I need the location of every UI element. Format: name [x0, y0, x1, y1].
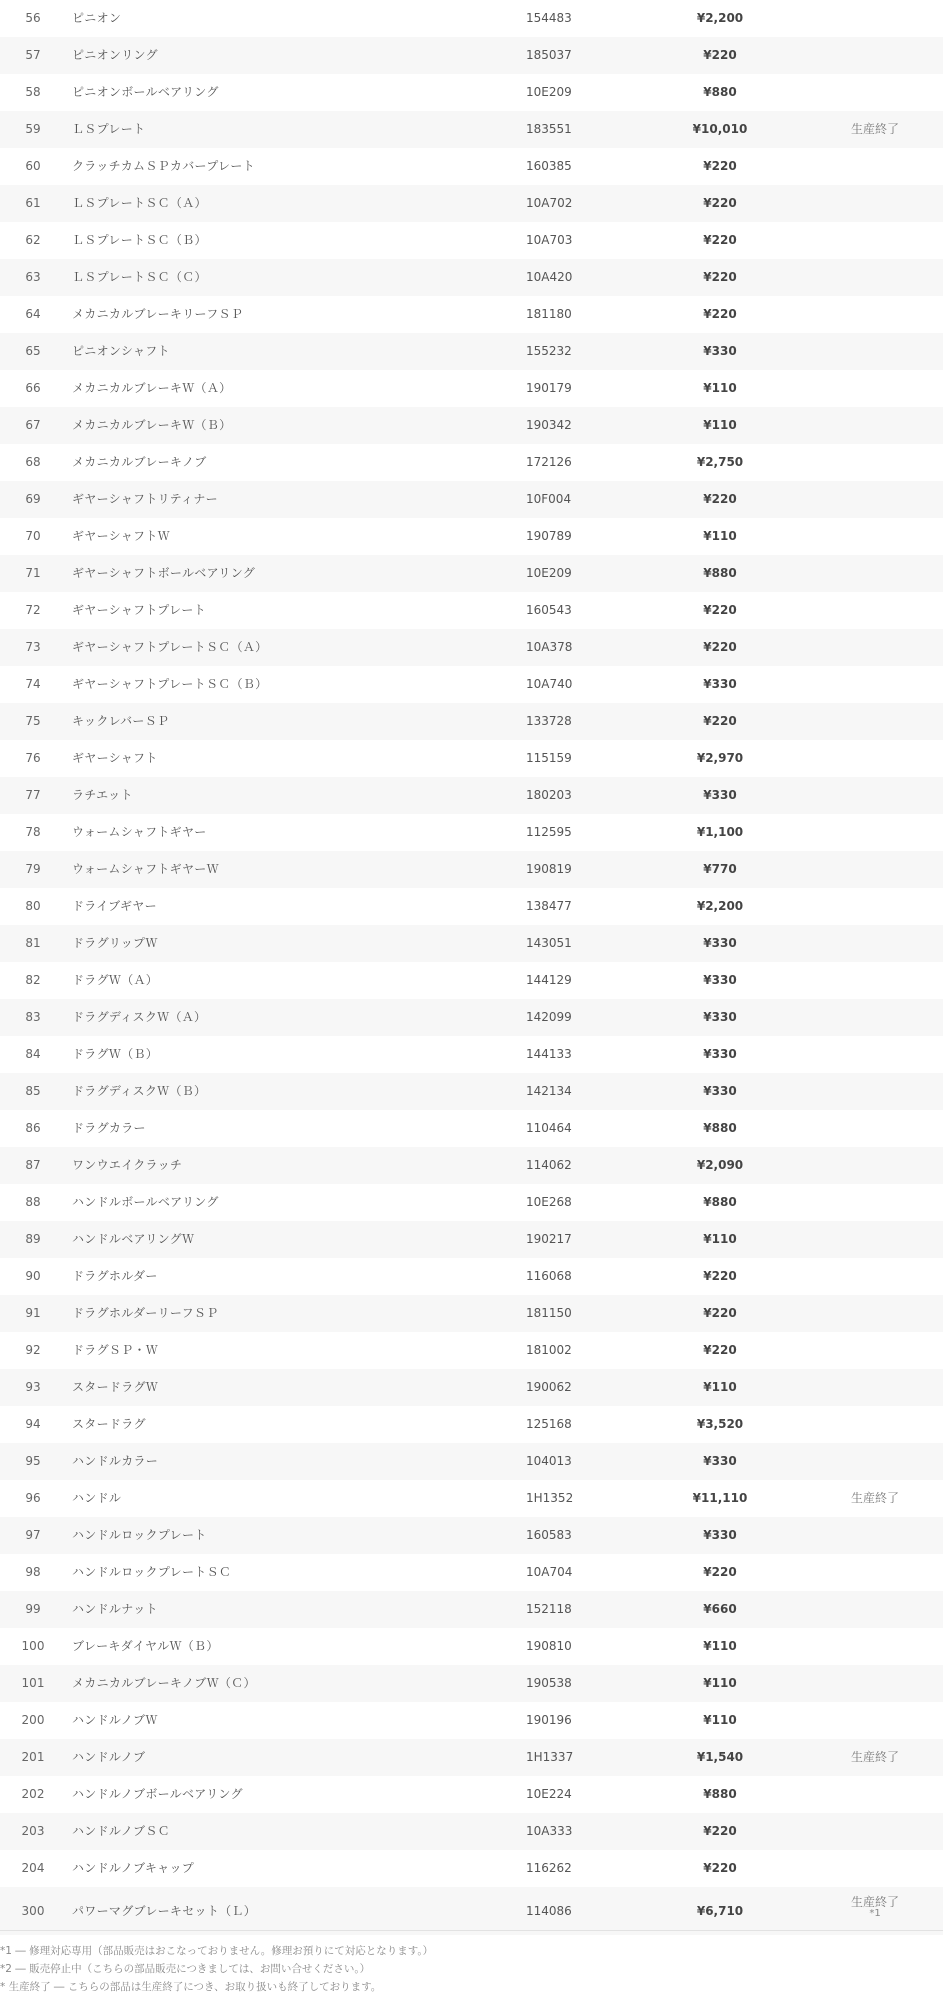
status-badge: 生産終了	[850, 1491, 899, 1505]
part-price: ¥330	[703, 788, 737, 802]
table-row	[0, 1073, 943, 1110]
part-number: 83	[25, 1010, 41, 1024]
part-name: ワンウエイクラッチ	[72, 1158, 183, 1172]
part-name: ブレーキダイヤルＷ（Ｂ）	[72, 1639, 219, 1653]
part-name: ピニオン	[72, 11, 122, 25]
table-row	[0, 0, 943, 37]
part-name: ＬＳプレートＳＣ（Ａ）	[72, 196, 207, 210]
part-code: 10A333	[526, 1824, 573, 1838]
status-badge: 生産終了	[850, 122, 899, 136]
part-code: 190789	[526, 529, 572, 543]
part-price: ¥220	[703, 640, 737, 654]
table-row	[0, 148, 943, 185]
part-name: ドラグＷ（Ａ）	[72, 973, 159, 987]
part-code: 116068	[526, 1269, 572, 1283]
part-code: 142099	[526, 1010, 572, 1024]
part-code: 181180	[526, 307, 572, 321]
part-price: ¥220	[703, 1861, 737, 1875]
part-code: 160583	[526, 1528, 572, 1542]
part-code: 10F004	[526, 492, 572, 506]
part-code: 10E224	[526, 1787, 572, 1801]
part-name: ハンドルベアリングＷ	[72, 1232, 195, 1246]
part-name: ピニオンシャフト	[72, 344, 170, 358]
table-row	[0, 518, 943, 555]
table-row	[0, 1295, 943, 1332]
part-name: ドライブギヤー	[72, 899, 157, 913]
part-code: 104013	[526, 1454, 572, 1468]
part-name: ドラグＷ（Ｂ）	[72, 1047, 159, 1061]
part-code: 190538	[526, 1676, 572, 1690]
table-row	[0, 777, 943, 814]
part-number: 96	[25, 1491, 41, 1505]
part-price: ¥110	[703, 418, 737, 432]
part-name: ハンドルロックプレートＳＣ	[72, 1565, 232, 1579]
part-number: 56	[25, 11, 41, 25]
part-number: 203	[21, 1824, 45, 1838]
table-row	[0, 185, 943, 222]
part-price: ¥770	[703, 862, 737, 876]
part-number: 99	[25, 1602, 41, 1616]
part-price: ¥330	[703, 344, 737, 358]
part-name: ギヤーシャフトＷ	[72, 529, 170, 543]
part-price: ¥110	[703, 529, 737, 543]
part-number: 81	[25, 936, 41, 950]
part-price: ¥10,010	[692, 122, 748, 136]
part-code: 10A702	[526, 196, 573, 210]
part-price: ¥330	[703, 973, 737, 987]
part-code: 10E268	[526, 1195, 572, 1209]
part-code: 190179	[526, 381, 572, 395]
part-number: 63	[25, 270, 41, 284]
part-number: 95	[25, 1454, 41, 1468]
part-name: ハンドルノブキャップ	[72, 1861, 195, 1875]
table-row	[0, 37, 943, 74]
part-number: 60	[25, 159, 41, 173]
part-name: ＬＳプレート	[72, 122, 146, 136]
table-row	[0, 296, 943, 333]
part-price: ¥6,710	[696, 1904, 744, 1918]
part-name: ドラグリップＷ	[72, 936, 158, 950]
part-price: ¥330	[703, 1528, 737, 1542]
part-number: 70	[25, 529, 41, 543]
table-row	[0, 333, 943, 370]
table-row	[0, 1554, 943, 1591]
part-name: メカニカルブレーキＷ（Ｂ）	[72, 418, 232, 432]
part-number: 61	[25, 196, 41, 210]
part-code: 155232	[526, 344, 572, 358]
part-name: ドラグホルダーリーフＳＰ	[72, 1306, 219, 1320]
part-name: ハンドルナット	[72, 1602, 158, 1616]
part-number: 75	[25, 714, 41, 728]
part-price: ¥880	[703, 1195, 737, 1209]
part-price: ¥110	[703, 1676, 737, 1690]
part-price: ¥330	[703, 936, 737, 950]
part-name: ＬＳプレートＳＣ（Ｃ）	[72, 270, 207, 284]
part-name: ハンドルロックプレート	[72, 1528, 207, 1542]
table-row	[0, 481, 943, 518]
part-price: ¥220	[703, 1565, 737, 1579]
table-row	[0, 370, 943, 407]
part-price: ¥220	[703, 1306, 737, 1320]
footnote-sales-suspended: *2 ― 販売停止中（こちらの部品販売につきましては、お問い合せください。）	[0, 1963, 371, 1975]
table-row	[0, 1332, 943, 1369]
part-price: ¥880	[703, 1121, 737, 1135]
part-name: ピニオンボールベアリング	[72, 85, 219, 99]
part-number: 93	[25, 1380, 41, 1394]
part-number: 101	[21, 1676, 45, 1690]
part-code: 125168	[526, 1417, 572, 1431]
part-price: ¥330	[703, 677, 737, 691]
part-number: 62	[25, 233, 41, 247]
part-number: 72	[25, 603, 41, 617]
part-name: メカニカルブレーキＷ（Ａ）	[72, 381, 232, 395]
part-name: キックレバーＳＰ	[72, 714, 170, 728]
part-name: ギヤーシャフトプレート	[72, 603, 206, 617]
part-name: ドラグカラー	[72, 1121, 146, 1135]
part-number: 100	[21, 1639, 45, 1653]
part-number: 89	[25, 1232, 41, 1246]
part-name: ドラグホルダー	[72, 1269, 158, 1283]
table-row	[0, 703, 943, 740]
table-row	[0, 1258, 943, 1295]
table-row	[0, 259, 943, 296]
table-row	[0, 1443, 943, 1480]
part-price: ¥2,090	[696, 1158, 744, 1172]
part-code: 154483	[526, 11, 572, 25]
part-number: 73	[25, 640, 41, 654]
table-row	[0, 666, 943, 703]
part-number: 97	[25, 1528, 41, 1542]
part-price: ¥330	[703, 1010, 737, 1024]
table-row	[0, 1147, 943, 1184]
part-code: 114086	[526, 1904, 572, 1918]
part-name: ピニオンリング	[72, 48, 158, 62]
part-number: 88	[25, 1195, 41, 1209]
part-code: 190217	[526, 1232, 572, 1246]
table-row	[0, 1184, 943, 1221]
part-name: ハンドルノブＳＣ	[72, 1824, 170, 1838]
part-price: ¥110	[703, 1713, 737, 1727]
part-number: 200	[21, 1713, 45, 1727]
part-code: 190062	[526, 1380, 572, 1394]
part-number: 86	[25, 1121, 41, 1135]
part-price: ¥880	[703, 566, 737, 580]
table-row	[0, 592, 943, 629]
part-price: ¥220	[703, 1343, 737, 1357]
part-name: メカニカルブレーキリーフＳＰ	[72, 307, 244, 321]
part-price: ¥660	[703, 1602, 737, 1616]
part-name: ハンドル	[72, 1491, 122, 1505]
part-number: 82	[25, 973, 41, 987]
part-code: 10E209	[526, 566, 572, 580]
part-price: ¥2,200	[696, 899, 744, 913]
table-row	[0, 1887, 943, 1935]
table-row	[0, 1850, 943, 1887]
part-price: ¥220	[703, 196, 737, 210]
part-price: ¥2,750	[696, 455, 744, 469]
part-name: ギヤーシャフトリティナー	[72, 492, 218, 506]
table-row	[0, 999, 943, 1036]
part-code: 144133	[526, 1047, 572, 1061]
part-name: ドラグＳＰ・Ｗ	[72, 1343, 159, 1357]
part-number: 76	[25, 751, 41, 765]
part-number: 71	[25, 566, 41, 580]
part-name: ハンドルボールベアリング	[72, 1195, 219, 1209]
part-number: 64	[25, 307, 41, 321]
status-text: 生産終了	[850, 1895, 899, 1909]
part-code: 190196	[526, 1713, 572, 1727]
part-price: ¥220	[703, 233, 737, 247]
part-code: 138477	[526, 899, 572, 913]
part-price: ¥220	[703, 1824, 737, 1838]
part-code: 10A704	[526, 1565, 573, 1579]
part-code: 1H1352	[526, 1491, 574, 1505]
part-number: 94	[25, 1417, 41, 1431]
part-code: 183551	[526, 122, 572, 136]
footnotes	[0, 1942, 943, 1996]
table-row	[0, 740, 943, 777]
part-name: ＬＳプレートＳＣ（Ｂ）	[72, 233, 207, 247]
part-number: 90	[25, 1269, 41, 1283]
part-number: 59	[25, 122, 41, 136]
part-price: ¥220	[703, 492, 737, 506]
table-row	[0, 444, 943, 481]
part-number: 68	[25, 455, 41, 469]
part-number: 92	[25, 1343, 41, 1357]
table-row	[0, 222, 943, 259]
part-price: ¥220	[703, 307, 737, 321]
part-price: ¥220	[703, 270, 737, 284]
part-name: ハンドルノブＷ	[72, 1713, 158, 1727]
table-row	[0, 1480, 943, 1517]
part-price: ¥2,200	[696, 11, 744, 25]
part-name: パワーマグブレーキセット（Ｌ）	[72, 1904, 257, 1918]
part-number: 78	[25, 825, 41, 839]
footnote-marker: *1	[869, 1908, 881, 1919]
part-code: 1H1337	[526, 1750, 574, 1764]
part-price: ¥220	[703, 1269, 737, 1283]
part-name: ギヤーシャフトプレートＳＣ（Ｂ）	[72, 677, 268, 691]
table-row	[0, 1517, 943, 1554]
part-number: 57	[25, 48, 41, 62]
part-name: スタードラグ	[72, 1417, 146, 1431]
part-price: ¥220	[703, 714, 737, 728]
part-price: ¥330	[703, 1047, 737, 1061]
table-row	[0, 1406, 943, 1443]
table-row	[0, 1628, 943, 1665]
table-row	[0, 1036, 943, 1073]
part-code: 10E209	[526, 85, 572, 99]
table-row	[0, 814, 943, 851]
part-code: 152118	[526, 1602, 572, 1616]
part-number: 91	[25, 1306, 41, 1320]
part-price: ¥220	[703, 159, 737, 173]
part-name: ウォームシャフトギヤーＷ	[72, 862, 219, 876]
part-price: ¥2,970	[696, 751, 744, 765]
part-code: 160543	[526, 603, 572, 617]
part-name: メカニカルブレーキノブ	[72, 455, 207, 469]
status-badge: 生産終了	[850, 1750, 899, 1764]
part-price: ¥110	[703, 1639, 737, 1653]
part-price: ¥3,520	[696, 1417, 744, 1431]
table-row	[0, 111, 943, 148]
table-row	[0, 925, 943, 962]
part-number: 79	[25, 862, 41, 876]
part-number: 98	[25, 1565, 41, 1579]
footnote-divider	[0, 1930, 943, 1931]
part-number: 300	[21, 1904, 45, 1918]
part-name: ハンドルカラー	[72, 1454, 159, 1468]
part-price: ¥330	[703, 1454, 737, 1468]
part-number: 77	[25, 788, 41, 802]
part-price: ¥1,100	[696, 825, 744, 839]
part-code: 160385	[526, 159, 572, 173]
table-row	[0, 851, 943, 888]
part-price: ¥1,540	[696, 1750, 744, 1764]
part-price: ¥330	[703, 1084, 737, 1098]
part-code: 10A740	[526, 677, 573, 691]
part-price: ¥220	[703, 603, 737, 617]
part-price: ¥110	[703, 381, 737, 395]
part-number: 204	[21, 1861, 45, 1875]
part-code: 10A378	[526, 640, 573, 654]
part-code: 142134	[526, 1084, 572, 1098]
table-row	[0, 74, 943, 111]
table-row	[0, 407, 943, 444]
part-code: 185037	[526, 48, 572, 62]
part-name: ハンドルノブ	[72, 1750, 146, 1764]
part-code: 180203	[526, 788, 572, 802]
part-code: 181002	[526, 1343, 572, 1357]
part-name: ハンドルノブボールベアリング	[72, 1787, 243, 1801]
part-name: メカニカルブレーキノブＷ（Ｃ）	[72, 1676, 256, 1690]
table-row	[0, 1369, 943, 1406]
part-price: ¥11,110	[692, 1491, 748, 1505]
part-code: 144129	[526, 973, 572, 987]
part-code: 112595	[526, 825, 572, 839]
part-number: 67	[25, 418, 41, 432]
part-number: 84	[25, 1047, 41, 1061]
part-price: ¥110	[703, 1380, 737, 1394]
part-code: 114062	[526, 1158, 572, 1172]
footnote-repair-only: *1 ― 修理対応専用（部品販売はおこなっておりません。修理お預りにて対応となります。）	[0, 1945, 434, 1957]
table-row	[0, 629, 943, 666]
part-number: 202	[21, 1787, 45, 1801]
table-row	[0, 1702, 943, 1739]
part-number: 201	[21, 1750, 45, 1764]
part-name: クラッチカムＳＰカバープレート	[72, 159, 255, 173]
part-price: ¥880	[703, 1787, 737, 1801]
part-name: ドラグディスクＷ（Ｂ）	[72, 1084, 207, 1098]
part-code: 10A703	[526, 233, 573, 247]
part-number: 65	[25, 344, 41, 358]
part-code: 181150	[526, 1306, 572, 1320]
part-code: 172126	[526, 455, 572, 469]
part-name: スタードラグＷ	[72, 1380, 159, 1394]
part-name: ドラグディスクＷ（Ａ）	[72, 1010, 207, 1024]
part-code: 190342	[526, 418, 572, 432]
table-row	[0, 1665, 943, 1702]
part-code: 115159	[526, 751, 572, 765]
table-row	[0, 1776, 943, 1813]
part-name: ラチエット	[72, 788, 133, 802]
table-row	[0, 962, 943, 999]
part-code: 190810	[526, 1639, 572, 1653]
part-code: 143051	[526, 936, 572, 950]
table-row	[0, 1739, 943, 1776]
part-number: 66	[25, 381, 41, 395]
part-price: ¥110	[703, 1232, 737, 1246]
part-price: ¥220	[703, 48, 737, 62]
part-number: 85	[25, 1084, 41, 1098]
part-name: ギヤーシャフトプレートＳＣ（Ａ）	[72, 640, 268, 654]
part-number: 87	[25, 1158, 41, 1172]
part-price: ¥880	[703, 85, 737, 99]
part-number: 80	[25, 899, 41, 913]
part-name: ギヤーシャフトボールベアリング	[72, 566, 256, 580]
part-number: 58	[25, 85, 41, 99]
table-row	[0, 1221, 943, 1258]
part-name: ギヤーシャフト	[72, 751, 158, 765]
table-row	[0, 888, 943, 925]
table-row	[0, 1591, 943, 1628]
part-code: 133728	[526, 714, 572, 728]
footnote-discontinued: * 生産終了 ― こちらの部品は生産終了につき、お取り扱いも終了しております。	[0, 1981, 382, 1993]
part-code: 110464	[526, 1121, 572, 1135]
part-number: 69	[25, 492, 41, 506]
table-row	[0, 1110, 943, 1147]
status-badge	[820, 1895, 930, 1919]
table-row	[0, 555, 943, 592]
table-row	[0, 1813, 943, 1850]
part-number: 74	[25, 677, 41, 691]
part-code: 10A420	[526, 270, 573, 284]
part-code: 116262	[526, 1861, 572, 1875]
part-name: ウォームシャフトギヤー	[72, 825, 207, 839]
part-code: 190819	[526, 862, 572, 876]
